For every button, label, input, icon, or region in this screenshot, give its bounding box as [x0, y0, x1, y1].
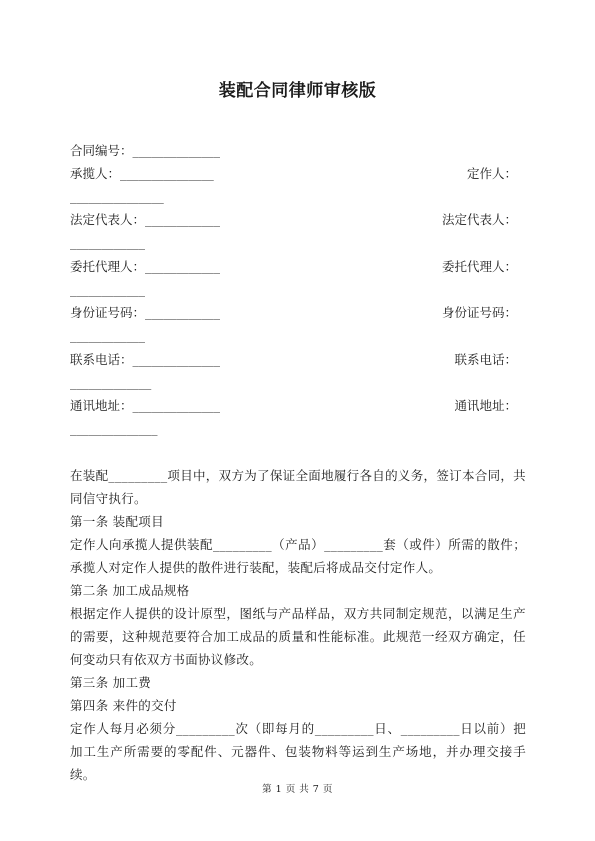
- address-right-blank: ______________: [70, 421, 158, 436]
- id-number-right-label: 身份证号码：: [441, 305, 517, 320]
- article-3-heading: 第三条 加工费: [70, 675, 152, 690]
- page-footer: 第 1 页 共 7 页: [262, 784, 333, 795]
- document-title: 装配合同律师审核版: [218, 81, 377, 101]
- agent-right-blank: ____________: [70, 282, 145, 297]
- id-number-right-blank: ____________: [70, 328, 145, 343]
- contractor-field: 承揽人：_______________: [70, 166, 214, 181]
- address-right-label: 通讯地址：: [454, 398, 517, 413]
- orderer-label: 定作人：: [466, 166, 517, 181]
- article-4-text: 定作人每月必须分_________次（即每月的_________日、_________日以前）把加工生产所需要的零配件、元器件、包装物料等运到生产场地，并办理交接手续。: [70, 721, 526, 782]
- legal-rep-right-blank: ____________: [70, 235, 145, 250]
- legal-rep-left-field: 法定代表人：____________: [70, 212, 221, 227]
- id-number-left-field: 身份证号码：____________: [70, 305, 221, 320]
- contract-number-field: 合同编号：______________: [70, 143, 221, 158]
- article-2-text: 根据定作人提供的设计原型，图纸与产品样品，双方共同制定规范，以满足生产的需要，这种规范要符合加工成品的质量和性能标准。此规范一经双方确定，任何变动只有依双方书面协议修改。: [70, 606, 526, 667]
- article-4-heading: 第四条 来件的交付: [70, 698, 177, 713]
- phone-right-blank: _____________: [70, 375, 152, 390]
- orderer-blank: _______________: [70, 189, 164, 204]
- article-2-heading: 第二条 加工成品规格: [70, 583, 190, 598]
- intro-paragraph: 在装配_________项目中，双方为了保证全面地履行各自的义务，签订本合同，共同信守执行。: [70, 468, 526, 506]
- agent-left-field: 委托代理人：____________: [70, 259, 221, 274]
- article-1-text: 定作人向承揽人提供装配_________（产品）_________套（或件）所需的散件；承揽人对定作人提供的散件进行装配，装配后将成品交付定作人。: [70, 537, 526, 575]
- article-1-heading: 第一条 装配项目: [70, 514, 164, 529]
- phone-left-field: 联系电话：______________: [70, 352, 221, 367]
- legal-rep-right-label: 法定代表人：: [441, 212, 517, 227]
- agent-right-label: 委托代理人：: [441, 259, 517, 274]
- address-left-field: 通讯地址：______________: [70, 398, 221, 413]
- phone-right-label: 联系电话：: [454, 352, 517, 367]
